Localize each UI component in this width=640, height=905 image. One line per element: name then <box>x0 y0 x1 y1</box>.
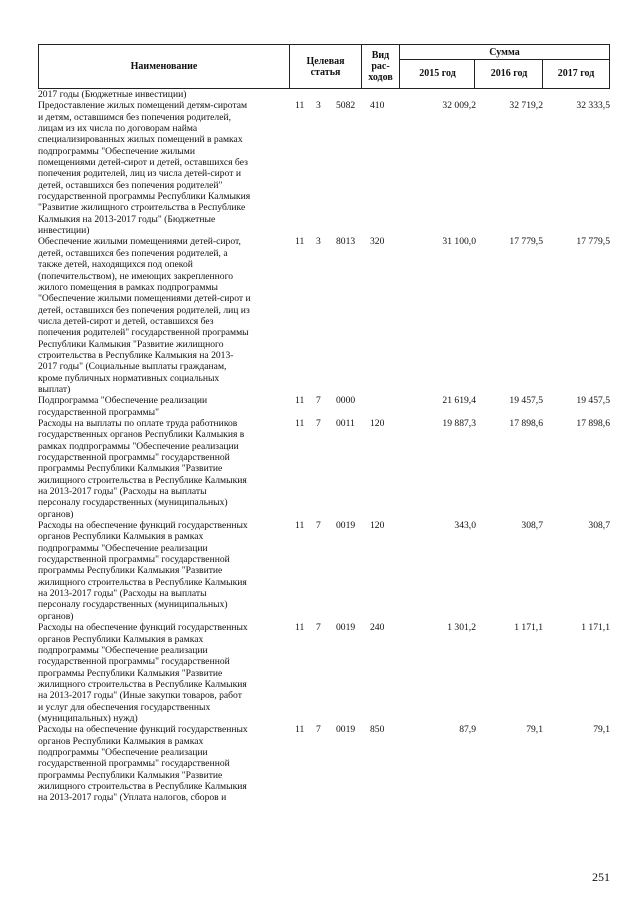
row-expense-type: 850 <box>370 724 385 736</box>
row-code-a: 11 <box>295 724 305 736</box>
header-name: Наименование <box>130 61 198 72</box>
row-code-b: 7 <box>316 622 321 634</box>
row-2017: 308,7 <box>588 520 610 532</box>
header-year-2016: 2016 год <box>474 59 543 88</box>
row-code-b: 3 <box>316 236 321 248</box>
row-code-c: 0019 <box>336 622 356 634</box>
row-expense-type: 410 <box>370 100 385 112</box>
row-2017: 1 171,1 <box>581 622 610 634</box>
table-row <box>38 100 610 236</box>
header-year-2015: 2015 год <box>399 59 475 88</box>
row-expense-type: 240 <box>370 622 385 634</box>
row-2017: 17 898,6 <box>576 417 610 429</box>
row-2015: 31 100,0 <box>442 236 476 248</box>
row-code-b: 7 <box>316 724 321 736</box>
row-2016: 32 719,2 <box>509 100 543 112</box>
table-row <box>38 622 610 724</box>
row-expense-type: 320 <box>370 236 385 248</box>
row-code-c: 0019 <box>336 520 356 532</box>
table-row <box>38 520 610 622</box>
row-code-b: 7 <box>316 417 321 429</box>
table-row <box>38 724 610 803</box>
header-target-article: Целевая статья <box>289 45 361 88</box>
row-2017: 17 779,5 <box>576 236 610 248</box>
row-code-a: 11 <box>295 622 305 634</box>
page-number: 251 <box>592 870 610 884</box>
row-2017: 79,1 <box>593 724 610 736</box>
row-code-a: 11 <box>295 100 305 112</box>
row-2015: 87,9 <box>459 724 476 736</box>
row-2016: 17 898,6 <box>509 417 543 429</box>
row-code-c: 5082 <box>336 100 356 112</box>
row-code-a: 11 <box>295 417 305 429</box>
row-name: 2017 годы (Бюджетные инвестиции) <box>38 89 187 100</box>
row-code-b: 7 <box>316 520 321 532</box>
row-name: Обеспечение жилыми помещениями детей-сирот, детей, оставшихся без попечения родителей, а также детей, находящихся под опекой (попечительством), не имеющих закрепленного жилого помещения в рамках подпрограммы "Обеспечение жилыми помещениями детей-сирот и детей, оставшихся без попечения родителей, лиц из числа детей-сирот и детей, оставшихся без попечения родителей" государственной программы Республики Калмыкия "Развитие жилищного строительства в Республике Калмыкия на 2013- 2017 годы" (Социальные выплаты гражданам, кроме публичных нормативных социальных выплат) <box>38 236 251 395</box>
row-2015: 343,0 <box>454 520 476 532</box>
row-2015: 32 009,2 <box>442 100 476 112</box>
table-row <box>38 89 610 100</box>
table-row <box>38 418 610 520</box>
row-code-a: 11 <box>295 236 305 248</box>
row-code-b: 7 <box>316 395 321 407</box>
row-2016: 79,1 <box>526 724 543 736</box>
row-code-c: 0000 <box>336 395 356 407</box>
row-code-c: 8013 <box>336 236 356 248</box>
row-name: Подпрограмма "Обеспечение реализации государственной программы" <box>38 395 208 418</box>
table-body <box>38 89 610 804</box>
row-2017: 32 333,5 <box>576 100 610 112</box>
row-2016: 1 171,1 <box>514 622 543 634</box>
row-2016: 17 779,5 <box>509 236 543 248</box>
budget-table <box>38 44 610 804</box>
row-name: Расходы на выплаты по оплате труда работников государственных органов Республики Калмыкия в рамках подпрограммы "Обеспечение реализации государственной программы" государственной программы Республики Калмыкия "Развитие жилищного строительства в Республике Калмыкия на 2013-2017 годы" (Расходы на выплаты персоналу государственных (муниципальных) органов) <box>38 417 247 520</box>
header-sum: Сумма <box>399 45 609 60</box>
row-2016: 308,7 <box>521 520 543 532</box>
table-row <box>38 236 610 395</box>
row-code-a: 11 <box>295 395 305 407</box>
row-2015: 1 301,2 <box>447 622 476 634</box>
row-2016: 19 457,5 <box>509 395 543 407</box>
row-2017: 19 457,5 <box>576 395 610 407</box>
row-code-c: 0019 <box>336 724 356 736</box>
row-expense-type: 120 <box>370 417 385 429</box>
table-header <box>38 44 610 89</box>
header-expense-type: Вид рас-ходов <box>361 45 399 88</box>
row-expense-type: 120 <box>370 520 385 532</box>
row-2015: 19 887,3 <box>442 417 476 429</box>
table-row <box>38 395 610 418</box>
row-name: Расходы на обеспечение функций государственных органов Республики Калмыкия в рамках подпрограммы "Обеспечение реализации государственной программы" государственной программы Республики Калмыкия "Развитие жилищного строительства в Республике Калмыкия на 2013-2017 годы" (Иные закупки товаров, работ и услуг для обеспечения государственных (муниципальных) нужд) <box>38 622 248 724</box>
row-name: Расходы на обеспечение функций государственных органов Республики Калмыкия в рамках подпрограммы "Обеспечение реализации государственной программы" государственной программы Республики Калмыкия "Развитие жилищного строительства в Республике Калмыкия на 2013-2017 годы" (Расходы на выплаты персоналу государственных (муниципальных) органов) <box>38 520 248 622</box>
row-code-a: 11 <box>295 520 305 532</box>
row-name: Предоставление жилых помещений детям-сиротам и детям, оставшимся без попечения родителей, лицам из их числа по договорам найма специализированных жилых помещений в рамках подпрограммы "Обеспечение жилыми помещениями детей-сирот и детей, оставшихся без попечения родителей, лиц из числа детей-сирот и детей, оставшихся без попечения родителей" государственной программы Республики Калмыкия "Развитие жилищного строительства в Республике Калмыкия на 2013-2017 годы" (Бюджетные инвестиции) <box>38 100 251 237</box>
header-year-2017: 2017 год <box>542 59 609 88</box>
row-code-b: 3 <box>316 100 321 112</box>
row-code-c: 0011 <box>336 417 355 429</box>
row-2015: 21 619,4 <box>442 395 476 407</box>
row-name: Расходы на обеспечение функций государственных органов Республики Калмыкия в рамках подпрограммы "Обеспечение реализации государственной программы" государственной программы Республики Калмыкия "Развитие жилищного строительства в Республике Калмыкия на 2013-2017 годы" (Уплата налогов, сборов и <box>38 724 248 804</box>
